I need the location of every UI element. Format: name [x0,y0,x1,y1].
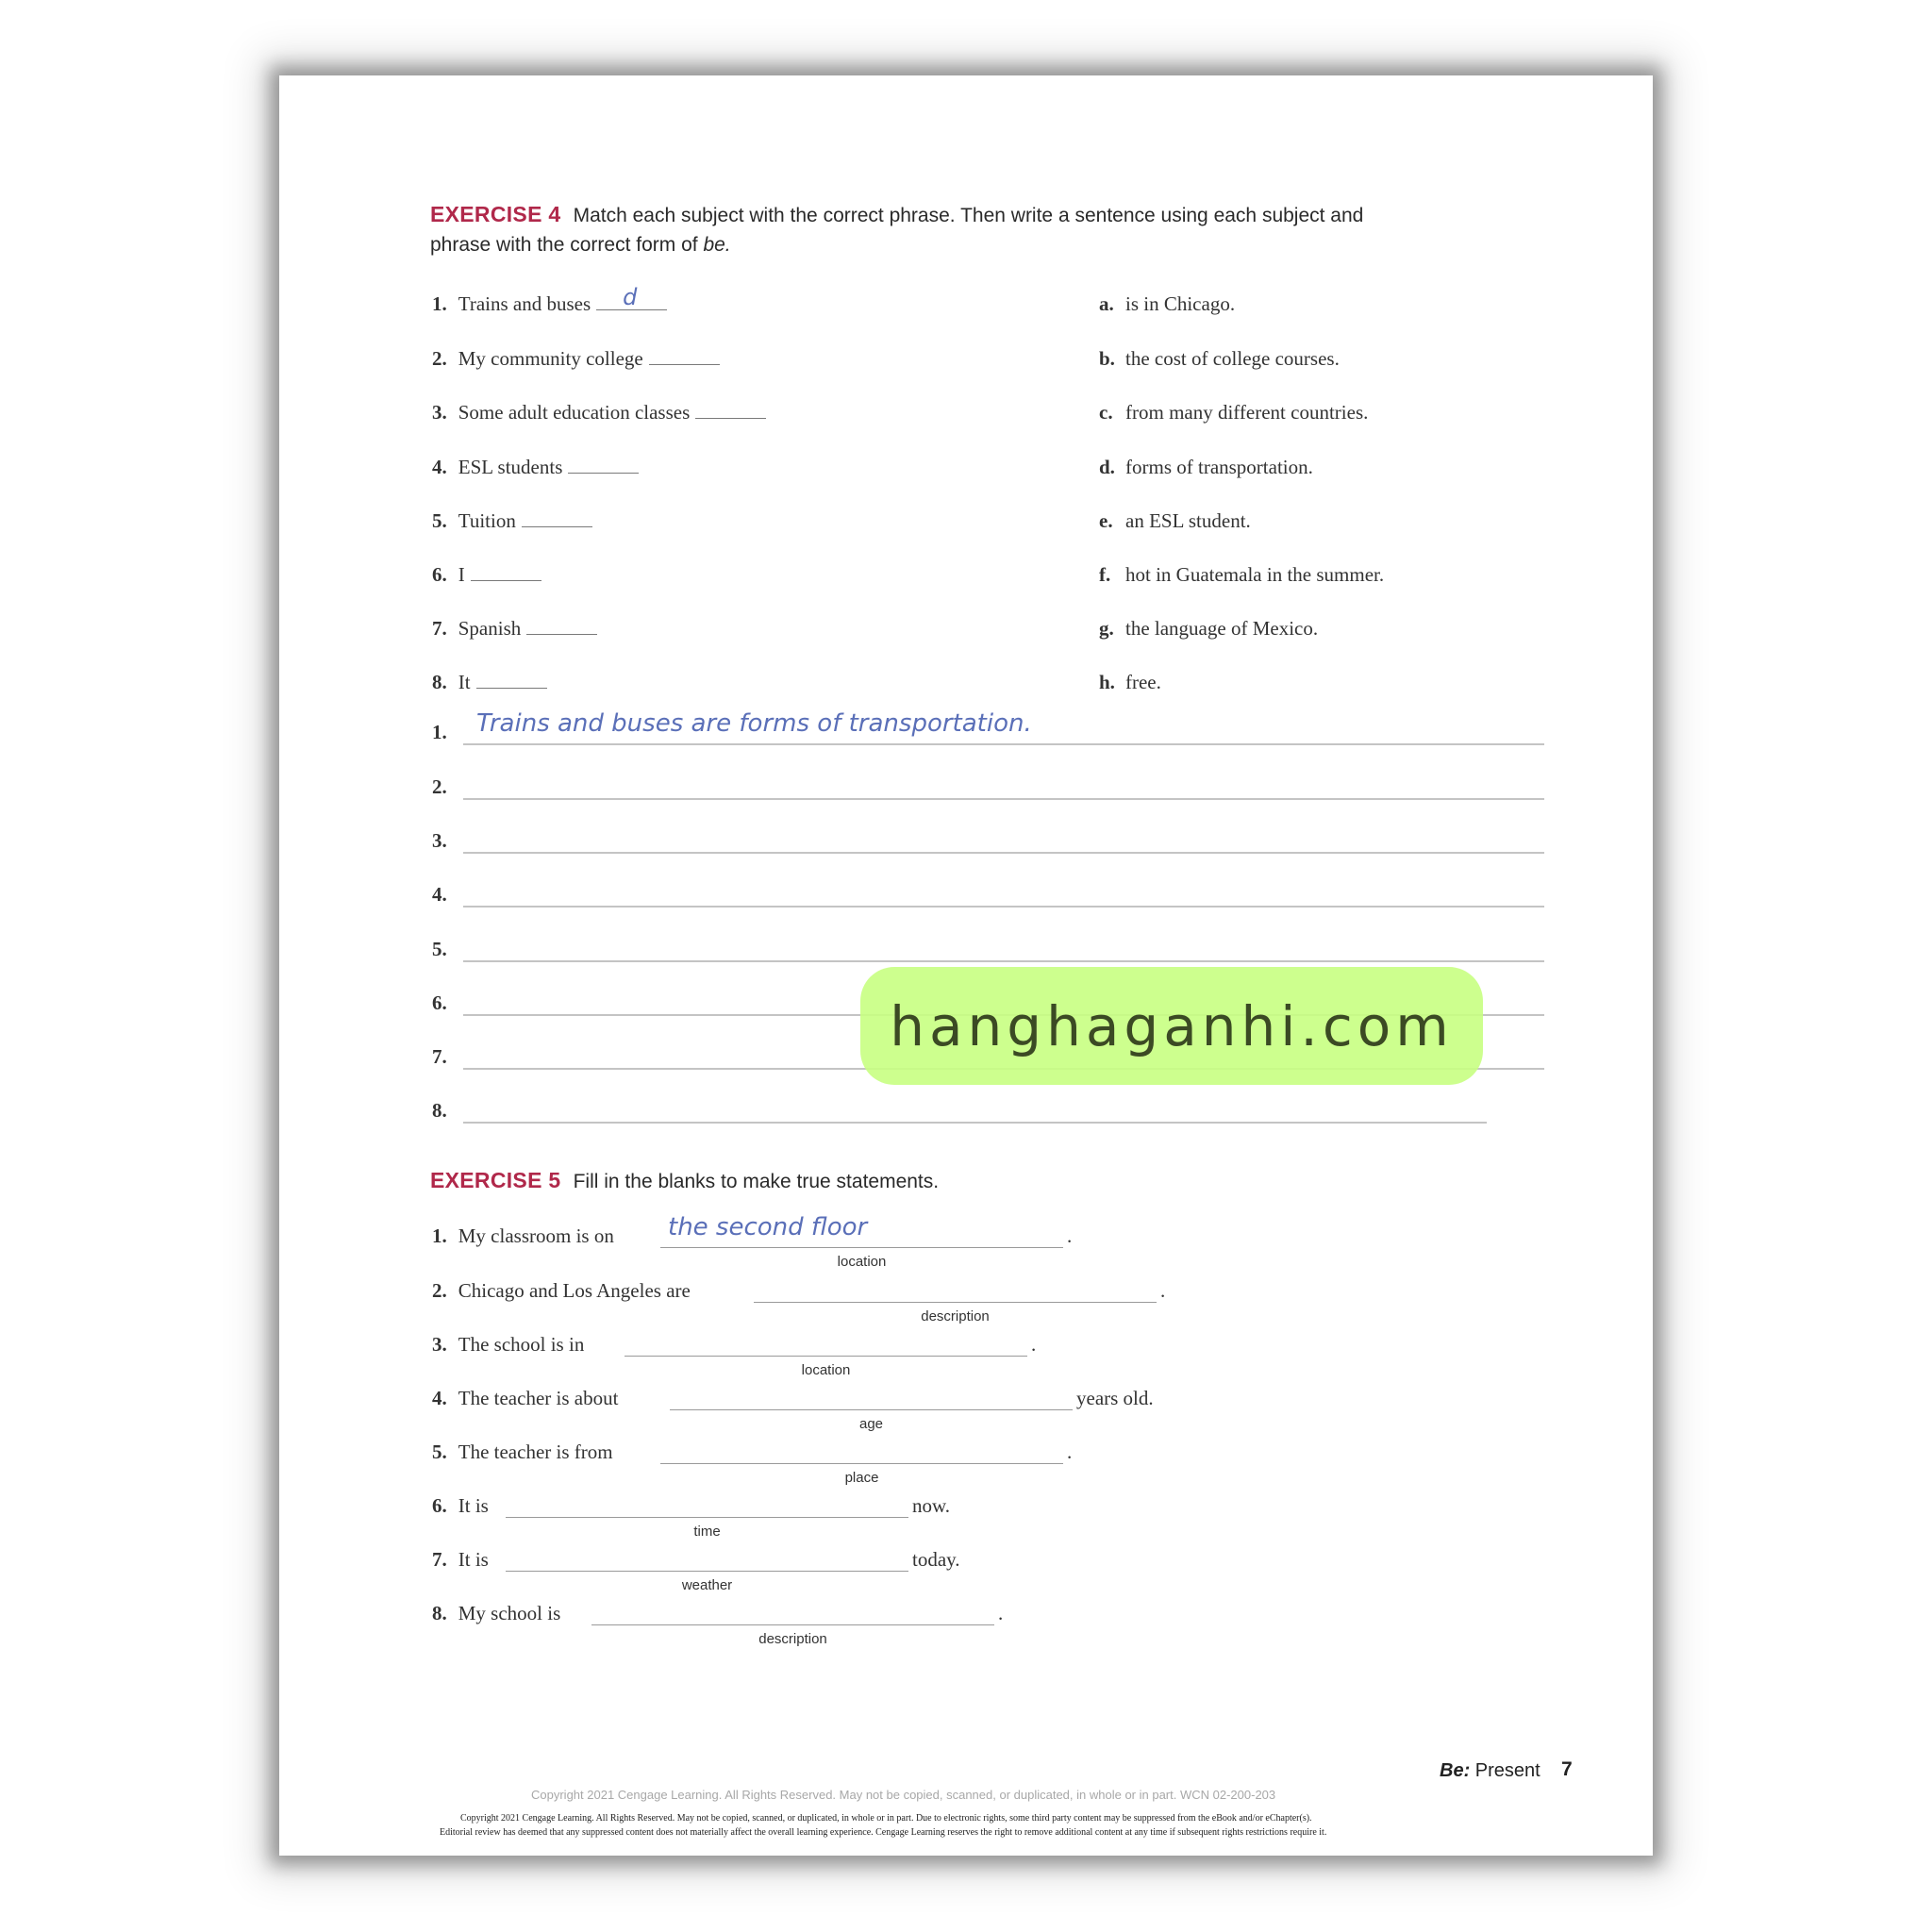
exercise5-header [430,1168,939,1193]
item-number: 8. [432,1602,447,1624]
subject-text: My community college [458,347,643,370]
item-number: 2. [432,1279,447,1302]
phrase-letter: c. [1099,401,1113,424]
page-number: 7 [1561,1758,1573,1780]
match-phrase-row [1099,509,1251,533]
blank-hint-label: description [921,1308,990,1324]
watermark-badge [860,967,1483,1085]
phrase-text: is in Chicago. [1125,292,1236,315]
phrase-letter: g. [1099,617,1114,640]
instruction-text: phrase with the correct form of [430,234,704,256]
match-subject-row [432,347,720,371]
sentence-answer-line[interactable] [463,1122,1487,1124]
fill-in-answer: the second floor [668,1213,868,1241]
blank-hint-label: description [758,1631,827,1647]
item-number: 3. [432,401,447,424]
fill-in-blank[interactable] [625,1356,1027,1357]
match-answer-blank[interactable] [471,579,541,581]
phrase-letter: e. [1099,509,1113,532]
phrase-letter: f. [1099,563,1111,586]
footer-section-rest: Present [1470,1760,1541,1781]
exercise4-header [430,202,1363,227]
statement-suffix: . [1067,1224,1073,1247]
footer-section-italic: Be: [1440,1760,1471,1781]
sentence-number: 8. [432,1099,447,1122]
sentence-answer-line[interactable] [463,852,1544,854]
match-phrase-row [1099,401,1368,425]
match-subject-row [432,401,766,425]
fill-in-blank[interactable] [506,1517,908,1518]
sentence-answer-line[interactable] [463,743,1544,745]
subject-text: Spanish [458,617,522,640]
match-answer-blank[interactable] [568,472,639,474]
fill-in-row [432,1279,691,1303]
fill-in-blank[interactable] [660,1463,1063,1464]
subject-text: Some adult education classes [458,401,691,424]
match-answer-blank[interactable] [695,417,766,419]
sentence-number: 4. [432,883,447,906]
statement-prefix: It is [458,1494,489,1517]
item-number: 3. [432,1333,447,1356]
sentence-answer-line[interactable] [463,906,1544,908]
statement-suffix: . [1031,1333,1037,1356]
sentence-answer-line[interactable] [463,798,1544,800]
phrase-letter: a. [1099,292,1114,315]
instruction-italic-be: be. [703,234,731,256]
fill-in-row [432,1333,584,1357]
fill-in-row [432,1441,613,1464]
blank-hint-label: age [858,1416,884,1432]
fill-in-row [432,1494,489,1518]
item-number: 8. [432,671,447,693]
statement-prefix: The teacher is from [458,1441,613,1463]
statement-prefix: It is [458,1548,489,1571]
exercise4-instruction-line2 [430,234,731,257]
exercise5-instruction: Fill in the blanks to make true statements. [573,1171,940,1192]
match-answer-blank[interactable] [476,687,547,689]
match-answer-blank[interactable] [596,284,667,310]
phrase-text: hot in Guatemala in the summer. [1125,563,1385,586]
statement-suffix: years old. [1076,1387,1154,1409]
match-subject-row [432,284,667,316]
match-phrase-row [1099,617,1318,641]
item-number: 2. [432,347,447,370]
blank-hint-label: weather [681,1577,733,1593]
item-number: 5. [432,1441,447,1463]
copyright-main: Copyright 2021 Cengage Learning. All Rights Reserved. May not be copied, scanned, or duplicated, in whole or in part. WCN 02-200-203 [531,1788,1276,1802]
blank-hint-label: place [844,1470,879,1486]
sentence-number: 1. [432,721,447,743]
item-number: 4. [432,1387,447,1409]
sentence-number: 5. [432,938,447,960]
item-number: 7. [432,617,447,640]
fill-in-row [432,1548,489,1572]
footer-section-title [1440,1760,1541,1782]
statement-prefix: My school is [458,1602,561,1624]
phrase-text: the cost of college courses. [1125,347,1340,370]
fill-in-blank[interactable] [506,1571,908,1572]
subject-text: Trains and buses [458,292,591,315]
subject-text: ESL students [458,456,563,478]
exercise4-label: EXERCISE 4 [430,202,561,226]
item-number: 4. [432,456,447,478]
item-number: 5. [432,509,447,532]
blank-hint-label: time [693,1524,721,1540]
statement-prefix: The school is in [458,1333,585,1356]
match-phrase-row [1099,347,1340,371]
fill-in-blank[interactable] [670,1409,1073,1410]
fill-in-blank[interactable] [754,1302,1157,1303]
match-answer-blank[interactable] [649,363,720,365]
item-number: 7. [432,1548,447,1571]
copyright-line2: Editorial review has deemed that any suppressed content does not materially affect the overall learning experience. Cengage Learning reserves the right to remove additional content at any time if subsequent rights restrictions require it. [440,1827,1327,1838]
watermark-text: hanghaganhi.com [890,993,1454,1058]
blank-hint-label: location [801,1362,851,1378]
statement-prefix: Chicago and Los Angeles are [458,1279,691,1302]
phrase-letter: d. [1099,456,1115,478]
fill-in-blank[interactable] [591,1624,994,1625]
phrase-text: the language of Mexico. [1125,617,1319,640]
sentence-answer-value: Trains and buses are forms of transportation. [476,709,1032,738]
statement-prefix: My classroom is on [458,1224,614,1247]
match-phrase-row [1099,456,1313,479]
match-subject-row [432,456,639,479]
subject-text: Tuition [458,509,516,532]
sentence-number: 7. [432,1045,447,1068]
exercise5-label: EXERCISE 5 [430,1168,561,1192]
phrase-letter: h. [1099,671,1115,693]
fill-in-row [432,1387,618,1410]
item-number: 6. [432,1494,447,1517]
exercise4-instruction: Match each subject with the correct phrase. Then write a sentence using each subject and [573,205,1364,226]
phrase-text: from many different countries. [1125,401,1369,424]
match-answer-blank[interactable] [522,525,592,527]
match-phrase-row [1099,292,1235,316]
statement-suffix: . [1160,1279,1166,1302]
statement-suffix: today. [912,1548,960,1571]
match-answer-blank[interactable] [526,633,597,635]
sentence-number: 6. [432,991,447,1014]
item-number: 1. [432,1224,447,1247]
statement-prefix: The teacher is about [458,1387,619,1409]
phrase-text: free. [1125,671,1161,693]
phrase-text: an ESL student. [1125,509,1251,532]
subject-text: It [458,671,471,693]
sentence-number: 3. [432,829,447,852]
match-phrase-row [1099,563,1384,587]
item-number: 1. [432,292,447,315]
phrase-letter: b. [1099,347,1115,370]
statement-suffix: . [1067,1441,1073,1463]
statement-suffix: now. [912,1494,951,1517]
sentence-number: 2. [432,775,447,798]
worksheet-page [279,75,1653,1856]
match-subject-row [432,563,541,587]
phrase-text: forms of transportation. [1125,456,1313,478]
match-phrase-row [1099,671,1161,694]
copyright-line1: Copyright 2021 Cengage Learning. All Rights Reserved. May not be copied, scanned, or duplicated, in whole or in part. Due to electronic rights, some third party content may be suppressed from the eBook and/or eChapter(s). [460,1813,1312,1824]
match-answer-value: d [623,284,638,310]
fill-in-row [432,1602,560,1625]
sentence-answer-line[interactable] [463,960,1544,962]
match-subject-row [432,509,592,533]
blank-hint-label: location [837,1254,887,1270]
statement-suffix: . [998,1602,1004,1624]
match-subject-row [432,617,597,641]
item-number: 6. [432,563,447,586]
subject-text: I [458,563,465,586]
fill-in-blank[interactable] [660,1247,1063,1248]
fill-in-row [432,1224,614,1248]
match-subject-row [432,671,547,694]
